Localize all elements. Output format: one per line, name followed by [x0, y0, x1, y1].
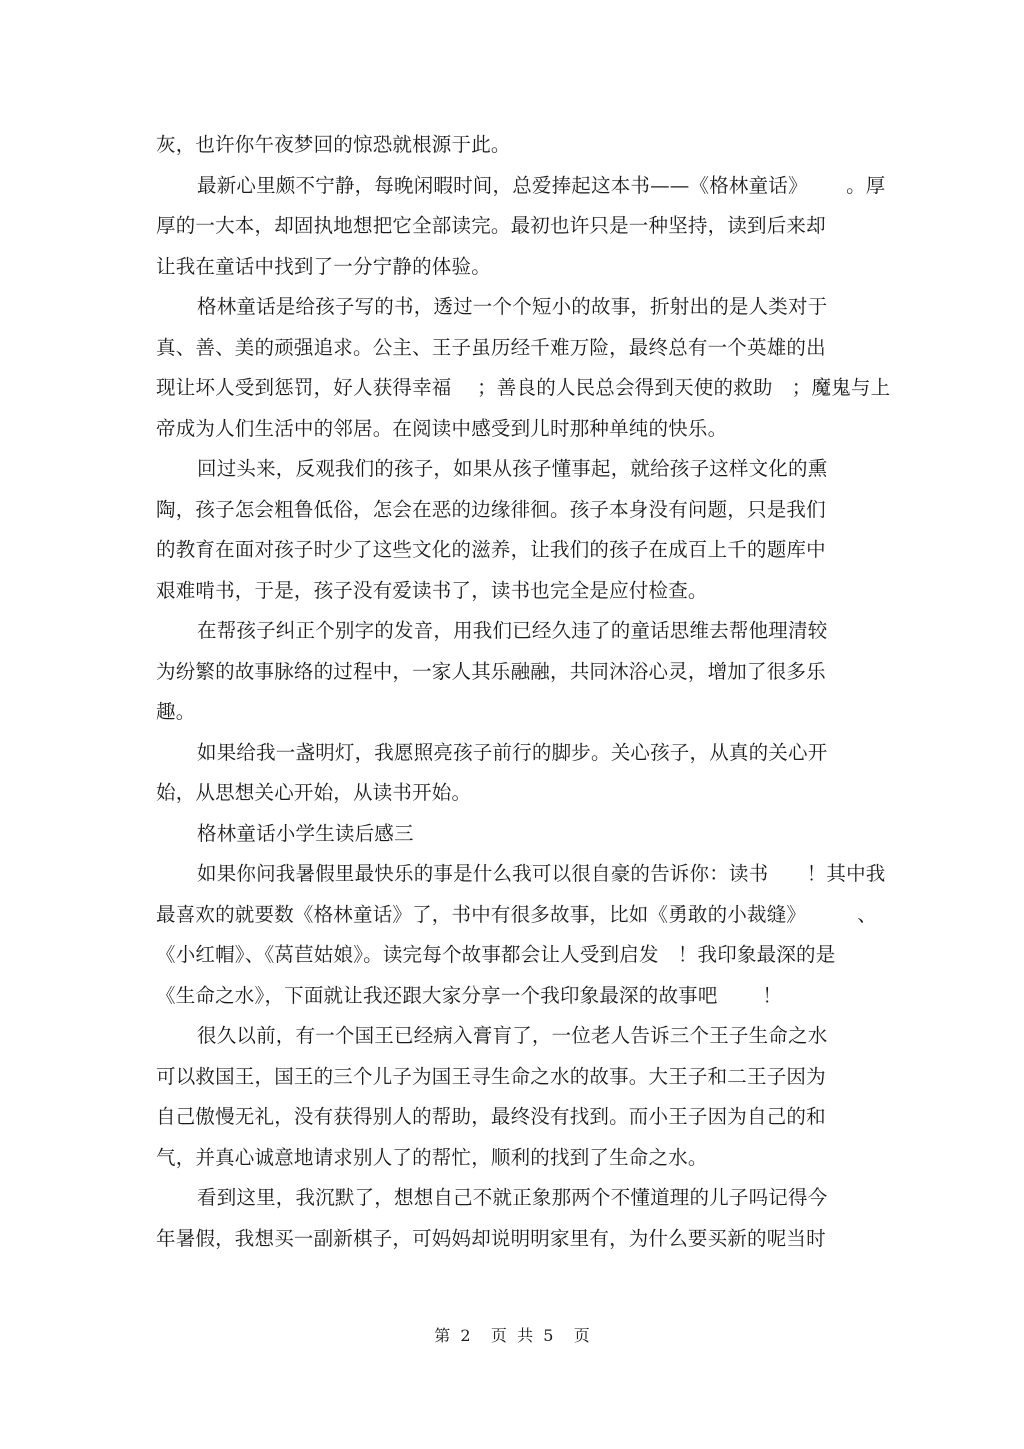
paragraph-line: 如果给我一盏明灯，我愿照亮孩子前行的脚步。关心孩子，从真的关心开 [197, 741, 828, 764]
paragraph-line: 最新心里颇不宁静，每晚闲暇时间，总爱捧起这本书——《格林童话》 。厚 [197, 174, 886, 197]
text-line: 为纷繁的故事脉络的过程中，一家人其乐融融，共同沐浴心灵，增加了很多乐 [156, 660, 826, 683]
text-line: 帝成为人们生活中的邻居。在阅读中感受到儿时那种单纯的快乐。 [156, 417, 728, 440]
text-line: 《生命之水》，下面就让我还跟大家分享一个我印象最深的故事吧 ！ [156, 984, 783, 1007]
text-line: 自己傲慢无礼，没有获得别人的帮助，最终没有找到。而小王子因为自己的和 [156, 1105, 826, 1128]
paragraph-line: 如果你问我暑假里最快乐的事是什么我可以很自豪的告诉你：读书 ！其中我 [197, 862, 886, 885]
text-line: 《小红帽》、《莴苣姑娘》。读完每个故事都会让人受到启发 ！我印象最深的是 [156, 943, 836, 966]
page-footer: 第 2 页 共 5 页 [434, 1326, 590, 1345]
text-line: 真、善、美的顽强追求。公主、王子虽历经千难万险，最终总有一个英雄的出 [156, 336, 826, 359]
text-line: 现让坏人受到惩罚，好人获得幸福 ；善良的人民总会得到天使的救助 ；魔鬼与上 [156, 376, 891, 399]
paragraph-line: 看到这里，我沉默了，想想自己不就正象那两个不懂道理的儿子吗记得今 [197, 1186, 828, 1209]
text-line: 气，并真心诚意地请求别人了的帮忙，顺利的找到了生命之水。 [156, 1146, 708, 1169]
text-line: 始，从思想关心开始，从读书开始。 [156, 781, 472, 804]
paragraph-line: 回过头来，反观我们的孩子，如果从孩子懂事起，就给孩子这样文化的熏 [197, 457, 828, 480]
text-line: 年暑假，我想买一副新棋子，可妈妈却说明明家里有，为什么要买新的呢当时 [156, 1227, 826, 1250]
paragraph-line: 很久以前，有一个国王已经病入膏肓了，一位老人告诉三个王子生命之水 [197, 1024, 828, 1047]
text-line: 最喜欢的就要数《格林童话》了，书中有很多故事，比如《勇敢的小裁缝》 、 [156, 903, 877, 926]
text-line: 灰，也许你午夜梦回的惊恐就根源于此。 [156, 133, 511, 156]
section-heading: 格林童话小学生读后感三 [197, 822, 414, 845]
text-line: 让我在童话中找到了一分宁静的体验。 [156, 255, 491, 278]
text-line: 趣。 [156, 700, 196, 723]
paragraph-line: 在帮孩子纠正个别字的发音，用我们已经久违了的童话思维去帮他理清较 [197, 619, 828, 642]
text-line: 厚的一大本，却固执地想把它全部读完。最初也许只是一种坚持，读到后来却 [156, 214, 826, 237]
text-line: 艰难啃书，于是，孩子没有爱读书了，读书也完全是应付检查。 [156, 579, 708, 602]
paragraph-line: 格林童话是给孩子写的书，透过一个个短小的故事，折射出的是人类对于 [197, 295, 828, 318]
text-line: 的教育在面对孩子时少了这些文化的滋养，让我们的孩子在成百上千的题库中 [156, 538, 826, 561]
text-line: 可以救国王，国王的三个儿子为国王寻生命之水的故事。大王子和二王子因为 [156, 1065, 826, 1088]
text-line: 陶，孩子怎会粗鲁低俗，怎会在恶的边缘徘徊。孩子本身没有问题，只是我们 [156, 498, 826, 521]
